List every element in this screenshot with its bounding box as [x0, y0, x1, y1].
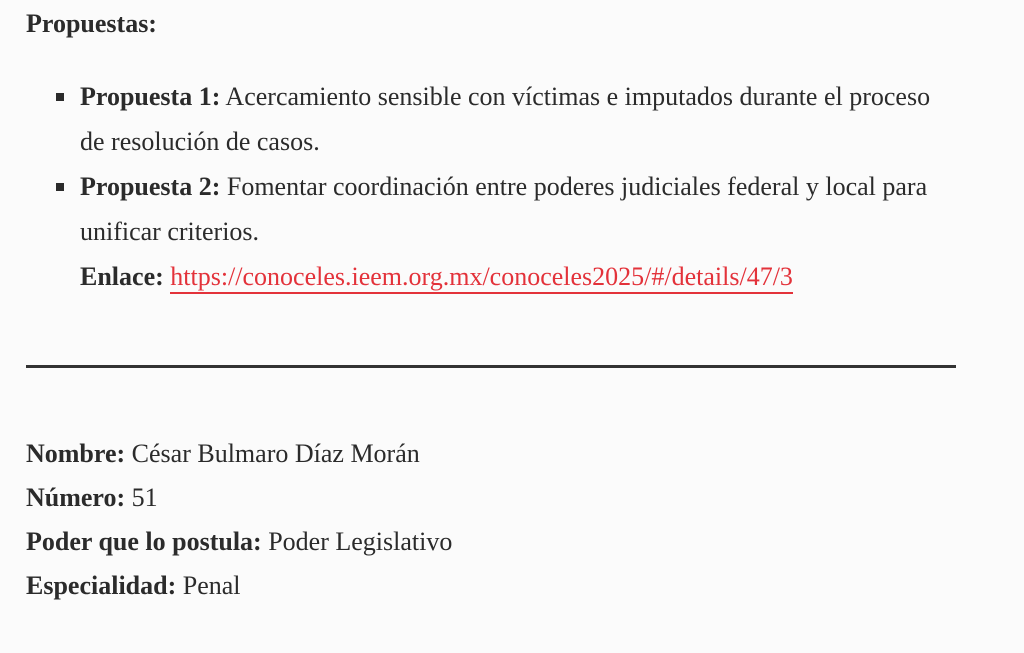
details-link[interactable]: https://conoceles.ieem.org.mx/conoceles2025/#/details/47/3	[170, 262, 793, 294]
specialty-label: Especialidad:	[26, 571, 177, 600]
name-value: César Bulmaro Díaz Morán	[125, 439, 420, 468]
proposals-list	[54, 74, 934, 299]
power-value: Poder Legislativo	[261, 527, 453, 556]
proposal-label: Propuesta 1:	[80, 82, 221, 111]
section-title: Propuestas:	[26, 9, 157, 38]
specialty-row	[26, 564, 452, 608]
number-label: Número:	[26, 483, 126, 512]
power-row	[26, 520, 452, 564]
proposal-text: Acercamiento sensible con víctimas e imputados durante el proceso de resolución de casos.	[80, 82, 931, 156]
number-value: 51	[125, 483, 158, 512]
link-label: Enlace:	[80, 262, 164, 291]
list-item	[54, 74, 934, 164]
specialty-value: Penal	[176, 571, 241, 600]
number-row	[26, 476, 452, 520]
proposal-text: Fomentar coordinación entre poderes judiciales federal y local para unificar criterios.	[80, 172, 928, 246]
name-label: Nombre:	[26, 439, 126, 468]
list-item	[54, 164, 934, 299]
candidate-info	[26, 432, 452, 608]
proposal-label: Propuesta 2:	[80, 172, 221, 201]
name-row	[26, 432, 452, 476]
divider	[26, 365, 956, 368]
power-label: Poder que lo postula:	[26, 527, 262, 556]
